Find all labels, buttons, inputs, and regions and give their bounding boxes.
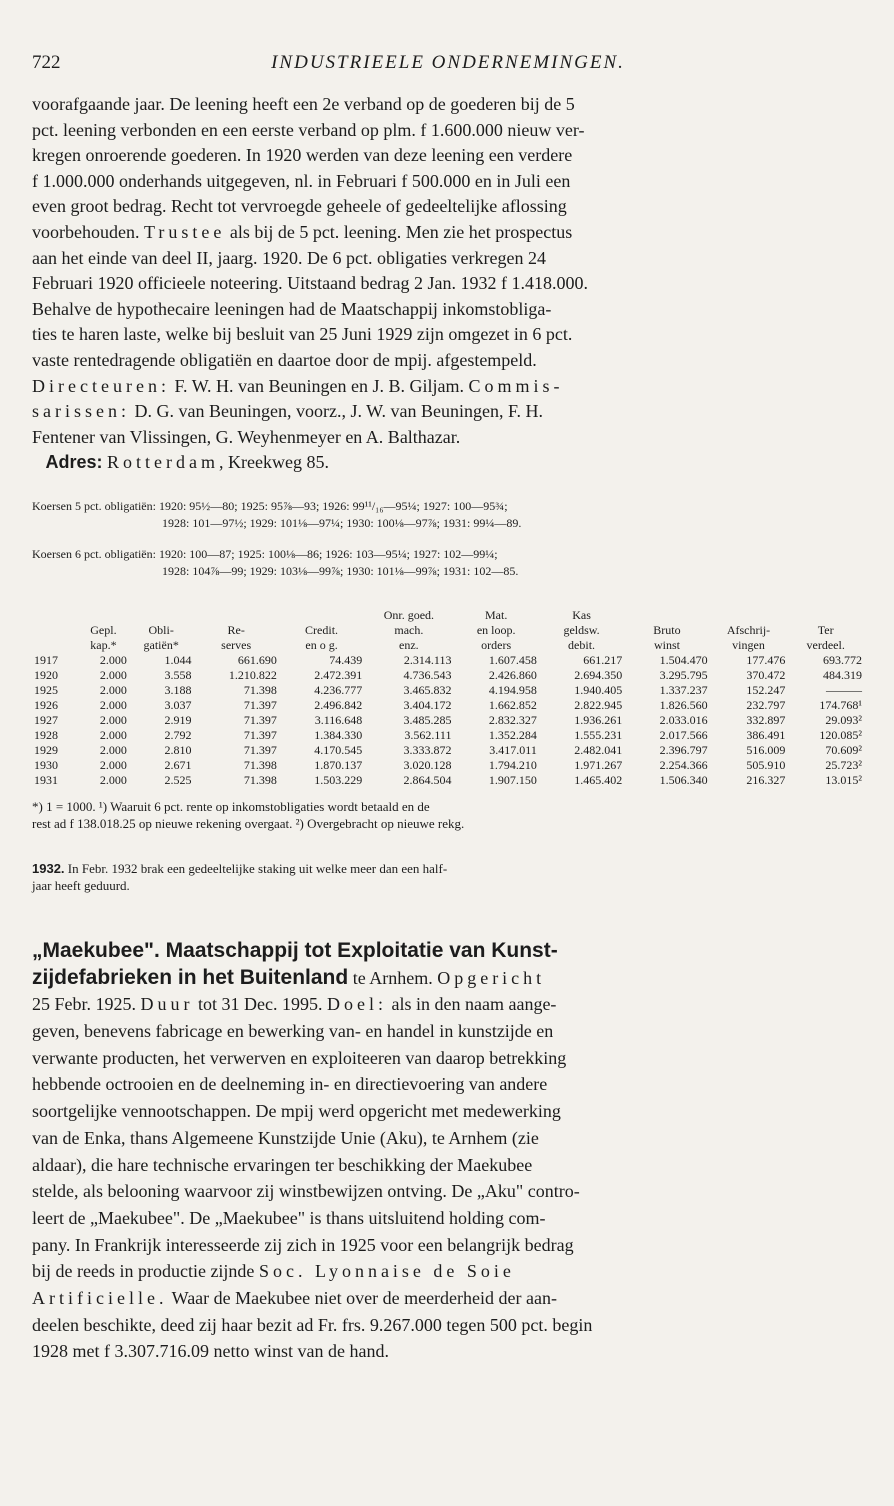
text-fragment: voorbehouden. <box>32 221 140 242</box>
table-cell: 2.396.797 <box>659 742 708 757</box>
table-cell: 2.254.366 <box>659 757 708 772</box>
text-line: Behalve de hypothecaire leeningen had de Maatschappij inkomstobliga- <box>32 298 552 319</box>
text-line: deelen beschikte, deed zij haar bezit ad Fr. frs. 9.267.000 tegen 500 pct. begin <box>32 1314 593 1335</box>
table-cell: 516.009 <box>746 742 786 757</box>
text-line: van de Enka, thans Algemeene Kunstzijde Unie (Aku), te Arnhem (zie <box>32 1127 539 1148</box>
column-header: orders <box>481 637 512 652</box>
table-cell: 2.000 <box>99 652 127 667</box>
duur-label: Duur <box>140 994 194 1015</box>
table-cell: 3.188 <box>164 682 192 697</box>
column-header: Afschrij- <box>726 622 771 637</box>
text-fragment: bij de reeds in productie zijnde <box>32 1261 255 1282</box>
table-cell: 661.217 <box>583 652 623 667</box>
address-street: , Kreekweg 85. <box>219 452 329 473</box>
note-year: 1932. <box>32 860 65 876</box>
table-cell: 2.792 <box>164 727 192 742</box>
table-cell: 3.037 <box>164 697 192 712</box>
text-line: pany. In Frankrijk interesseerde zij zich in 1925 voor een belangrijk bedrag <box>32 1234 574 1255</box>
table-cell: 1.503.229 <box>314 772 363 787</box>
footnote-line: *) 1 = 1000. ¹) Waaruit 6 pct. rente op inkomstobligaties wordt betaald en de <box>32 798 430 814</box>
table-row <box>32 653 864 668</box>
year-cell: 1926 <box>34 697 58 712</box>
table-cell: 1.826.560 <box>659 697 708 712</box>
trustee-text: als bij de 5 pct. leening. Men zie het prospectus <box>225 221 573 242</box>
table-cell: 370.472 <box>746 667 786 682</box>
table-cell: 3.333.872 <box>403 742 452 757</box>
table-cell: 4.194.958 <box>488 682 537 697</box>
column-header: debit. <box>568 637 596 652</box>
table-head <box>32 608 864 653</box>
table-cell: 177.476 <box>746 652 786 667</box>
commissioners-label-end: sarissen: <box>32 401 130 422</box>
table-cell: 3.465.832 <box>403 682 452 697</box>
table-row <box>32 758 864 773</box>
table-cell: 2.822.945 <box>574 697 623 712</box>
table-cell: 1.504.470 <box>659 652 708 667</box>
section-heading-cont: zijdefabrieken in het Buitenland <box>32 965 349 989</box>
column-header <box>710 608 788 623</box>
text-line: Februari 1920 officieele noteering. Uitstaand bedrag 2 Jan. 1932 f 1.418.000. <box>32 273 589 294</box>
year-cell: 1920 <box>34 667 58 682</box>
opgericht-label: Opgericht <box>437 967 546 988</box>
table-cell: 71.398 <box>243 682 277 697</box>
text-line: geven, benevens fabricage en bewerking van- en handel in kunstzijde en <box>32 1021 554 1042</box>
table-row <box>32 668 864 683</box>
table-cell: 152.247 <box>746 682 786 697</box>
column-header: gatiën* <box>143 637 179 652</box>
address-city: Rotterdam <box>107 452 219 473</box>
table-cell: 1.940.405 <box>574 682 623 697</box>
doel-label: Doel: <box>327 994 387 1015</box>
column-header: vingen <box>732 637 765 652</box>
table-cell: 1.337.237 <box>659 682 708 697</box>
company-name: Soc. Lyonnaise de Soie <box>258 1261 515 1282</box>
text-line <box>32 1285 864 1312</box>
table-cell: 1.662.852 <box>488 697 537 712</box>
table-cell: 2.000 <box>99 712 127 727</box>
koersen-6pct <box>32 546 864 580</box>
directors-text: F. W. H. van Beuningen en J. B. Giljam. <box>169 375 469 396</box>
table-cell: 2.525 <box>164 772 192 787</box>
column-header: en loop. <box>476 622 516 637</box>
section-heading: „Maekubee". Maatschappij tot Exploitatie van Kunst- <box>32 938 558 962</box>
table-cell: 2.919 <box>164 712 192 727</box>
commissioners-line <box>32 399 864 425</box>
table-row <box>32 743 864 758</box>
koers-line: 1928: 104⅞—99; 1929: 103⅛—99⅞; 1930: 101⅛—99⅞; 1931: 102—85. <box>162 563 519 578</box>
column-header <box>32 638 78 653</box>
column-header: Re- <box>227 622 245 637</box>
table-cell: 2.472.391 <box>314 667 363 682</box>
text-line <box>32 1258 864 1285</box>
table-cell: ——— <box>826 682 862 697</box>
year-cell: 1927 <box>34 712 58 727</box>
table-cell: 2.000 <box>99 742 127 757</box>
text-line: aldaar), die hare technische ervaringen ter beschikking der Maekubee <box>32 1154 533 1175</box>
column-header: winst <box>653 637 680 652</box>
column-header <box>787 608 864 623</box>
table-cell: 2.671 <box>164 757 192 772</box>
column-header: Mat. <box>484 607 508 622</box>
location-text: te Arnhem. <box>348 967 438 988</box>
text-line: vaste rentedragende obligatiën en daartoe door de mpij. afgestempeld. <box>32 349 537 370</box>
table-row <box>32 728 864 743</box>
table-cell: 2.832.327 <box>488 712 537 727</box>
maekubee-section <box>32 938 864 1365</box>
table-cell: 505.910 <box>746 757 786 772</box>
table-cell: 1.352.284 <box>488 727 537 742</box>
table-cell: 4.736.543 <box>403 667 452 682</box>
table-cell: 1.794.210 <box>488 757 537 772</box>
text-line: voorafgaande jaar. De leening heeft een 2e verband op de goederen bij de 5 <box>32 94 575 114</box>
table-cell: 71.397 <box>243 697 277 712</box>
text-line: Fentener van Vlissingen, G. Weyhenmeyer en A. Balthazar. <box>32 426 461 447</box>
koers-line: Koersen 6 pct. obligatiën: 1920: 100—87; 1925: 100⅛—86; 1926: 103—95¼; 1927: 102—99¼; <box>32 546 498 561</box>
table-cell: 3.404.172 <box>403 697 452 712</box>
table-cell: 332.897 <box>746 712 786 727</box>
heading-line-2 <box>32 965 864 992</box>
column-header: mach. <box>394 622 424 637</box>
note-line <box>32 860 864 877</box>
page-header <box>32 52 864 92</box>
text-line: ties te haren laste, welke bij besluit van 25 Juni 1929 zijn omgezet in 6 pct. <box>32 324 573 345</box>
text-line: 1928 met f 3.307.716.09 netto winst van de hand. <box>32 1341 389 1362</box>
text-line: leert de „Maekubee". De „Maekubee" is thans uitsluitend holding com- <box>32 1207 546 1228</box>
maekubee-paragraph <box>32 938 864 1365</box>
footnote-line: rest ad f 138.018.25 op nieuwe rekening overgaat. ²) Overgebracht op nieuwe rekg. <box>32 815 465 831</box>
commissioners-text: D. G. van Beuningen, voorz., J. W. van Beuningen, F. H. <box>130 401 544 422</box>
founding-date: 25 Febr. 1925. <box>32 994 141 1015</box>
column-header <box>129 608 194 623</box>
table-cell: 2.496.842 <box>314 697 363 712</box>
table-cell: 25.723² <box>825 757 862 772</box>
table-footnote <box>32 798 864 832</box>
doel-text: als in den naam aange- <box>387 994 557 1015</box>
text-line: hebbende octrooien en de deelneming in- en directievoering van andere <box>32 1074 548 1095</box>
table-cell: 2.017.566 <box>659 727 708 742</box>
table-cell: 174.768¹ <box>819 697 862 712</box>
address-label: Adres: <box>45 452 103 473</box>
column-header: en o g. <box>305 637 338 652</box>
table-cell: 232.797 <box>746 697 786 712</box>
trustee-label: Trustee <box>143 221 226 242</box>
table-cell: 2.314.113 <box>403 652 452 667</box>
column-header <box>193 608 278 623</box>
table-cell: 3.558 <box>164 667 192 682</box>
page-number: 722 <box>32 52 61 73</box>
intro-paragraph <box>32 92 864 476</box>
directors-label: Directeuren: <box>32 375 170 396</box>
text-line: aan het einde van deel II, jaarg. 1920. De 6 pct. obligaties verkregen 24 <box>32 247 546 268</box>
column-header: Credit. <box>305 622 339 637</box>
table-cell: 3.417.011 <box>489 742 537 757</box>
table-cell: 3.485.285 <box>403 712 452 727</box>
table-cell: 1.384.330 <box>314 727 363 742</box>
table-row <box>32 773 864 788</box>
header-row <box>32 623 864 638</box>
column-header: kap.* <box>90 637 117 652</box>
koersen-5pct <box>32 498 864 532</box>
column-header: verdeel. <box>806 637 845 652</box>
text-line: stelde, als belooning waarvoor zij winstbewijzen ontving. De „Aku" contro- <box>32 1181 580 1202</box>
table-cell: 2.033.016 <box>659 712 708 727</box>
table-cell: 1.936.261 <box>574 712 623 727</box>
commissioners-label-start: Commis- <box>468 375 564 396</box>
table-cell: 71.397 <box>243 712 277 727</box>
table-cell: 1.210.822 <box>228 667 277 682</box>
column-header <box>78 608 129 623</box>
text-fragment: Waar de Maekubee niet over de meerderheid der aan- <box>167 1288 557 1309</box>
header-row <box>32 638 864 653</box>
table-body <box>32 653 864 788</box>
column-header: enz. <box>399 637 419 652</box>
note-text: In Febr. 1932 brak een gedeeltelijke staking uit welke meer dan een half- <box>64 860 448 876</box>
table-cell: 1.870.137 <box>314 757 363 772</box>
column-header <box>32 623 78 638</box>
financial-table <box>32 608 864 788</box>
table-cell: 693.772 <box>823 652 862 667</box>
column-header: serves <box>221 637 252 652</box>
table-cell: 74.439 <box>329 652 363 667</box>
table-cell: 3.020.128 <box>403 757 452 772</box>
table-cell: 71.398 <box>243 772 277 787</box>
table-cell: 70.609² <box>825 742 862 757</box>
table-cell: 29.093² <box>825 712 862 727</box>
column-header: Gepl. <box>90 622 117 637</box>
company-name-cont: Artificielle. <box>32 1288 168 1309</box>
column-header <box>32 608 78 623</box>
table-cell: 661.690 <box>237 652 277 667</box>
table-cell: 2.000 <box>99 697 127 712</box>
year-cell: 1928 <box>34 727 58 742</box>
table-cell: 1.607.458 <box>488 652 537 667</box>
year-cell: 1929 <box>34 742 58 757</box>
note-line: jaar heeft geduurd. <box>32 877 130 893</box>
text-line: verwante producten, het verwerven en exploiteeren van daarop betrekking <box>32 1047 567 1068</box>
table-cell: 1.506.340 <box>659 772 708 787</box>
table-cell: 484.319 <box>823 667 862 682</box>
table-cell: 120.085² <box>819 727 862 742</box>
table-cell: 71.397 <box>243 727 277 742</box>
table-cell: 1.971.267 <box>574 757 623 772</box>
year-cell: 1925 <box>34 682 58 697</box>
table-cell: 3.295.795 <box>659 667 708 682</box>
year-cell: 1917 <box>34 652 58 667</box>
column-header <box>279 608 364 623</box>
table-cell: 2.482.041 <box>574 742 623 757</box>
column-header: Ter <box>817 622 834 637</box>
column-header: Onr. goed. <box>383 607 435 622</box>
year-cell: 1930 <box>34 757 58 772</box>
column-header: Kas <box>572 607 591 622</box>
column-header: Bruto <box>653 622 681 637</box>
table-cell: 2.426.860 <box>488 667 537 682</box>
table-cell: 1.044 <box>164 652 192 667</box>
column-header: Obli- <box>148 622 174 637</box>
table-cell: 3.116.648 <box>314 712 363 727</box>
table-cell: 71.397 <box>243 742 277 757</box>
table-cell: 2.694.350 <box>574 667 623 682</box>
address-line <box>32 450 864 476</box>
column-header <box>624 608 709 623</box>
table-cell: 2.000 <box>99 682 127 697</box>
text-line: pct. leening verbonden en een eerste verband op plm. f 1.600.000 nieuw ver- <box>32 119 585 140</box>
text-line: kregen onroerende goederen. In 1920 werden van deze leening een verdere <box>32 145 573 166</box>
table-cell: 2.864.504 <box>403 772 452 787</box>
table-row <box>32 713 864 728</box>
table-cell: 1.465.402 <box>574 772 623 787</box>
table-row <box>32 683 864 698</box>
text-line: even groot bedrag. Recht tot vervroegde geheele of gedeeltelijke aflossing <box>32 196 567 217</box>
header-row <box>32 608 864 623</box>
table-cell: 2.000 <box>99 772 127 787</box>
table-cell: 2.000 <box>99 727 127 742</box>
table-cell: 1.907.150 <box>488 772 537 787</box>
text-line <box>32 991 864 1018</box>
koers-line: Koersen 5 pct. obligatiën: 1920: 95½—80; 1925: 95⅞—93; 1926: 99¹¹/₁₆—95¼; 1927: 100—95¾; <box>32 498 508 513</box>
column-header: geldsw. <box>563 622 600 637</box>
table-cell: 4.236.777 <box>314 682 363 697</box>
text-line <box>32 220 864 246</box>
table-cell: 4.170.545 <box>314 742 363 757</box>
table-cell: 13.015² <box>825 772 862 787</box>
table-cell: 2.000 <box>99 667 127 682</box>
note-1932 <box>32 860 864 894</box>
duur-text: tot 31 Dec. 1995. <box>193 994 327 1015</box>
table-cell: 2.000 <box>99 757 127 772</box>
table-cell: 2.810 <box>164 742 192 757</box>
table-cell: 216.327 <box>746 772 786 787</box>
table-cell: 386.491 <box>746 727 786 742</box>
table-cell: 71.398 <box>243 757 277 772</box>
directors-line <box>32 374 864 400</box>
running-title: INDUSTRIEELE ONDERNEMINGEN. <box>271 52 625 73</box>
table-row <box>32 698 864 713</box>
year-cell: 1931 <box>34 772 58 787</box>
text-line: soortgelijke vennootschappen. De mpij werd opgericht met medewerking <box>32 1101 561 1122</box>
text-line: f 1.000.000 onderhands uitgegeven, nl. in Februari f 500.000 en in Juli een <box>32 170 571 191</box>
koers-line: 1928: 101—97½; 1929: 101⅛—97¼; 1930: 100⅛—97⅞; 1931: 99¼—89. <box>162 515 522 530</box>
table-cell: 3.562.111 <box>404 727 452 742</box>
table-cell: 1.555.231 <box>574 727 623 742</box>
document-page <box>32 52 864 1365</box>
